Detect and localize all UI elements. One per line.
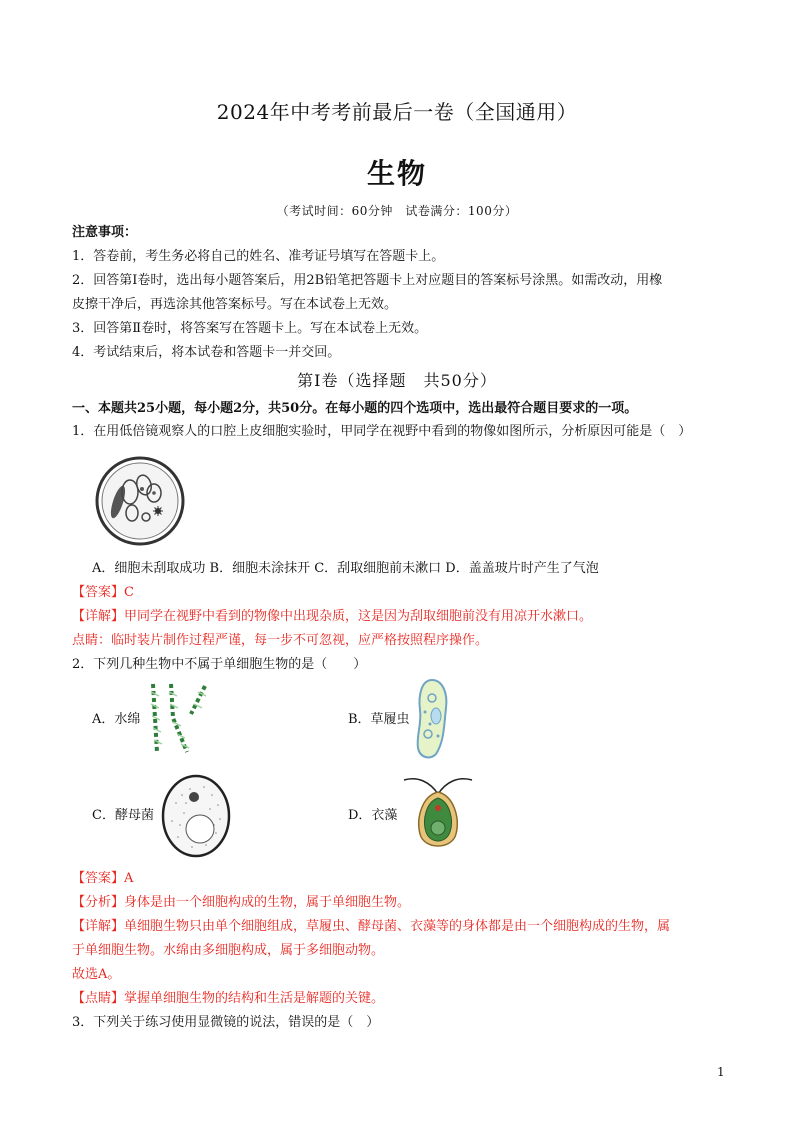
option-a-label: A．水绵 <box>92 712 141 727</box>
question-2-tip <box>72 988 384 1010</box>
answer-tag: 【答案】 <box>72 585 125 600</box>
section-title: 第Ⅰ卷（选择题 共50分） <box>297 371 497 390</box>
detail-tag: 【详解】 <box>72 609 125 624</box>
question-1-answer <box>72 582 134 604</box>
option-d-label: D．衣藻 <box>348 808 398 823</box>
spirogyra-image <box>143 682 215 754</box>
subject-title: 生物 <box>366 157 427 190</box>
answer-tag: 【答案】 <box>72 871 125 886</box>
section-instruction: 一、本题共25小题，每小题2分，共50分。在每小题的四个选项中，选出最符合题目要求的一项。 <box>72 401 638 416</box>
option-c-label: C．酵母菌 <box>92 808 154 823</box>
notice-item: 1．答卷前，考生务必将自己的姓名、准考证号填写在答题卡上。 <box>72 249 445 264</box>
question-3-stem: 3．下列关于练习使用显微镜的说法，错误的是（ ） <box>72 1015 380 1030</box>
tip-tag: 【点睛】 <box>72 991 125 1006</box>
question-1-tip: 点睛：临时装片制作过程严谨，每一步不可忽视，应严格按照程序操作。 <box>72 633 489 648</box>
exam-info: （考试时间：60分钟 试卷满分：100分） <box>276 204 518 218</box>
yeast-image <box>160 773 232 859</box>
question-2-detail-cont: 于单细胞生物。水绵由多细胞构成，属于多细胞动物。 <box>72 943 385 958</box>
question-2-stem: 2．下列几种生物中不属于单细胞生物的是（ ） <box>72 657 367 672</box>
detail-tag: 【详解】 <box>72 919 125 934</box>
detail-text: 单细胞生物只由单个细胞组成，草履虫、酵母菌、衣藻等的身体都是由一个细胞构成的生物，属 <box>124 919 671 934</box>
tip-text: 掌握单细胞生物的结构和生活是解题的关键。 <box>124 991 385 1006</box>
question-2-detail <box>72 916 670 938</box>
option-b-label: B．草履虫 <box>348 712 410 727</box>
page-title: 2024年中考考前最后一卷（全国通用） <box>216 100 578 124</box>
question-1-options: A．细胞未刮取成功 B．细胞未涂抹开 C．刮取细胞前未漱口 D．盖盖玻片时产生了气泡 <box>92 561 599 576</box>
notice-item: 2．回答第Ⅰ卷时，选出每小题答案后，用2B铅笔把答题卡上对应题目的答案标号涂黑。如需改动，用橡 <box>72 273 663 288</box>
page-number: 1 <box>717 1065 725 1079</box>
chlamydomonas-image <box>400 774 476 858</box>
question-1-detail <box>72 606 592 628</box>
answer-value: C <box>124 585 134 600</box>
question-2-answer <box>72 868 133 890</box>
notice-heading: 注意事项： <box>72 225 138 240</box>
paramecium-image <box>408 676 454 760</box>
analysis-tag: 【分析】 <box>72 895 125 910</box>
notice-item: 3．回答第Ⅱ卷时，将答案写在答题卡上。写在本试卷上无效。 <box>72 321 428 336</box>
analysis-text: 身体是由一个细胞构成的生物，属于单细胞生物。 <box>124 895 411 910</box>
question-2-analysis <box>72 892 410 914</box>
microscope-view-image <box>94 455 186 547</box>
question-1-stem: 1．在用低倍镜观察人的口腔上皮细胞实验时，甲同学在视野中看到的物像如图所示，分析原因可能是（ ） <box>72 424 692 439</box>
question-2-choice: 故选A。 <box>72 967 121 982</box>
detail-text: 甲同学在视野中看到的物像中出现杂质，这是因为刮取细胞前没有用凉开水漱口。 <box>124 609 593 624</box>
answer-value: A <box>124 871 134 886</box>
notice-item: 4．考试结束后，将本试卷和答题卡一并交回。 <box>72 345 341 360</box>
notice-item: 皮擦干净后，再选涂其他答案标号。写在本试卷上无效。 <box>72 297 398 312</box>
